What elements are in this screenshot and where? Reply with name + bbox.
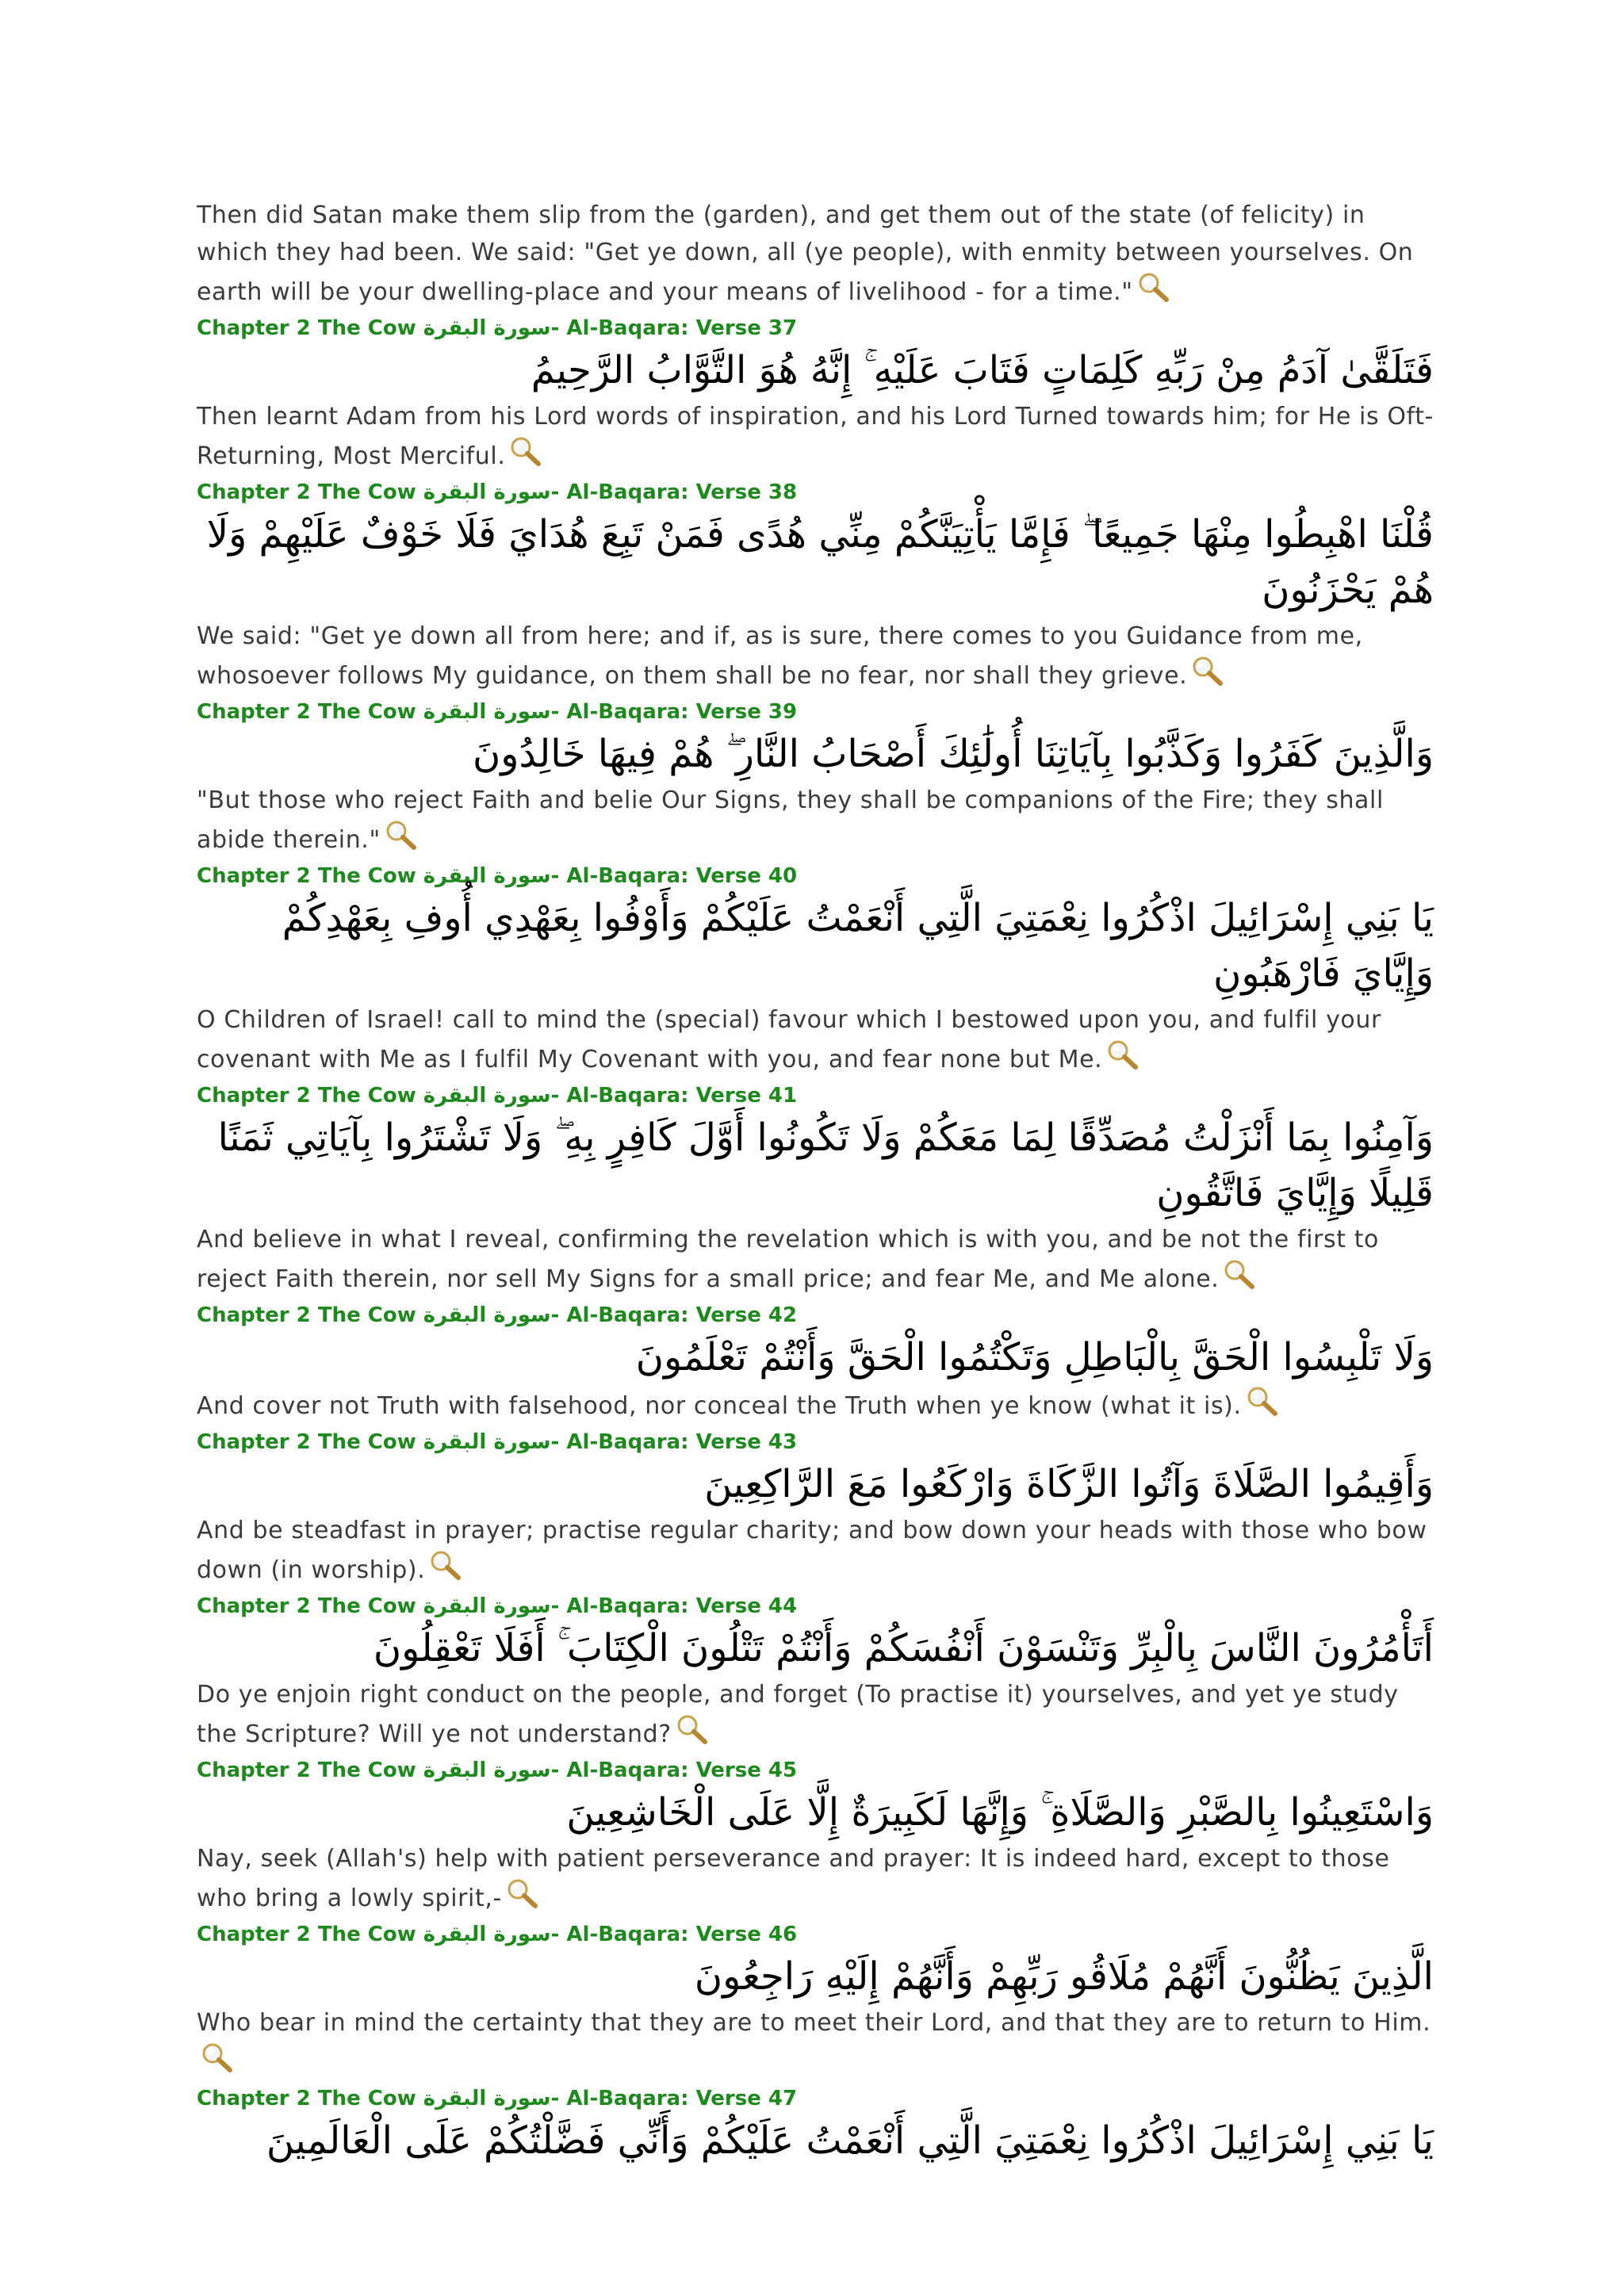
translation-text: And be steadfast in prayer; practise regular charity; and bow down your heads with those who bow down (in worship).	[197, 1517, 1427, 1584]
verse-header	[197, 478, 1434, 507]
verse-header	[197, 2084, 1434, 2113]
verse-block	[197, 1428, 1434, 1589]
magnifier-icon[interactable]	[1190, 655, 1225, 687]
verse-block	[197, 1756, 1434, 1917]
verse-translation	[197, 782, 1434, 859]
chapter-label: Chapter 2 The Cow	[197, 1594, 416, 1618]
surah-arabic-name: سورة البقرة	[423, 1430, 551, 1454]
surah-arabic-name: سورة البقرة	[423, 1303, 551, 1327]
surah-suffix: - Al-Baqara: Verse	[550, 1758, 761, 1782]
chapter-label: Chapter 2 The Cow	[197, 1303, 416, 1327]
translation-text: Nay, seek (Allah's) help with patient perseverance and prayer: It is indeed hard, except to those who bring a lowly spirit,-	[197, 1845, 1390, 1912]
surah-arabic-name: سورة البقرة	[423, 1923, 551, 1946]
translation-text: Do ye enjoin right conduct on the people, and forget (To practise it) yourselves, and yet ye study the Scripture? Will ye not understand?	[197, 1681, 1399, 1748]
arabic-verse: يَا بَنِي إِسْرَائِيلَ اذْكُرُوا نِعْمَتِيَ الَّتِي أَنْعَمْتُ عَلَيْكُمْ وَأَوْفُوا بِعَهْدِي أُوفِ بِعَهْدِكُمْ وَإِيَّايَ فَارْهَبُونِ	[282, 896, 1434, 996]
surah-arabic-name: سورة البقرة	[423, 480, 551, 504]
verse-number: 37	[768, 316, 798, 340]
verse-number: 43	[768, 1430, 798, 1454]
arabic-verse: وَآمِنُوا بِمَا أَنْزَلْتُ مُصَدِّقًا لِمَا مَعَكُمْ وَلَا تَكُونُوا أَوَّلَ كَافِرٍ بِهِ ۖ وَلَا تَشْتَرُوا بِآيَاتِي ثَمَنًا قَلِيلًا وَإِيَّايَ فَاتَّقُونِ	[217, 1115, 1434, 1215]
verse-header	[197, 1428, 1434, 1456]
verse-translation	[197, 1676, 1434, 1753]
magnifier-icon[interactable]	[1245, 1385, 1280, 1417]
chapter-label: Chapter 2 The Cow	[197, 1084, 416, 1108]
surah-arabic-name: سورة البقرة	[423, 1758, 551, 1782]
verse-block	[197, 2084, 1434, 2168]
verse-block	[197, 1920, 1434, 2081]
arabic-verse: الَّذِينَ يَظُنُّونَ أَنَّهُمْ مُلَاقُو رَبِّهِمْ وَأَنَّهُمْ إِلَيْهِ رَاجِعُونَ	[694, 1954, 1434, 1999]
verse-block	[197, 314, 1434, 475]
surah-suffix: - Al-Baqara: Verse	[550, 1923, 761, 1946]
chapter-label: Chapter 2 The Cow	[197, 700, 416, 724]
chapter-label: Chapter 2 The Cow	[197, 864, 416, 888]
verse-header	[197, 314, 1434, 342]
magnifier-icon[interactable]	[200, 2042, 235, 2073]
magnifier-icon[interactable]	[428, 1549, 463, 1581]
surah-suffix: - Al-Baqara: Verse	[550, 1084, 761, 1108]
verse-header	[197, 698, 1434, 726]
intro-translation	[197, 197, 1434, 311]
verse-translation	[197, 2004, 1434, 2081]
magnifier-icon[interactable]	[1222, 1258, 1257, 1290]
arabic-verse: يَا بَنِي إِسْرَائِيلَ اذْكُرُوا نِعْمَتِيَ الَّتِي أَنْعَمْتُ عَلَيْكُمْ وَأَنِّي فَضَّلْتُكُمْ عَلَى الْعَالَمِينَ	[266, 2118, 1434, 2163]
verse-number: 47	[768, 2087, 798, 2110]
verse-block	[197, 862, 1434, 1078]
chapter-label: Chapter 2 The Cow	[197, 1923, 416, 1946]
verse-header	[197, 1756, 1434, 1785]
surah-suffix: - Al-Baqara: Verse	[550, 480, 761, 504]
verse-translation	[197, 1840, 1434, 1917]
surah-suffix: - Al-Baqara: Verse	[550, 316, 761, 340]
verse-translation	[197, 1385, 1434, 1425]
verse-number: 39	[768, 700, 798, 724]
arabic-verse: وَأَقِيمُوا الصَّلَاةَ وَآتُوا الزَّكَاةَ وَارْكَعُوا مَعَ الرَّاكِعِينَ	[704, 1462, 1434, 1506]
chapter-label: Chapter 2 The Cow	[197, 480, 416, 504]
verse-block	[197, 1592, 1434, 1753]
translation-text: Then learnt Adam from his Lord words of inspiration, and his Lord Turned towards him; for He is Oft-Returning, Most Merciful.	[197, 403, 1434, 470]
verse-number: 41	[768, 1084, 798, 1108]
surah-suffix: - Al-Baqara: Verse	[550, 2087, 761, 2110]
magnifier-icon[interactable]	[1136, 271, 1171, 303]
surah-suffix: - Al-Baqara: Verse	[550, 1430, 761, 1454]
surah-arabic-name: سورة البقرة	[423, 864, 551, 888]
surah-suffix: - Al-Baqara: Verse	[550, 864, 761, 888]
magnifier-icon[interactable]	[384, 819, 419, 851]
verse-translation	[197, 618, 1434, 695]
verse-list	[197, 314, 1434, 2168]
translation-text: We said: "Get ye down all from here; and if, as is sure, there comes to you Guidance from me, whosoever follows My guidance, on them shall be no fear, nor shall they grieve.	[197, 622, 1363, 690]
verse-block	[197, 478, 1434, 695]
chapter-label: Chapter 2 The Cow	[197, 316, 416, 340]
verse-header	[197, 1301, 1434, 1330]
intro-text: Then did Satan make them slip from the (garden), and get them out of the state (of felicity) in which they had been. We said: "Get ye down, all (ye people), with enmity between yourselves. On earth will be your dwelling-place and your means of livelihood - for a time."	[197, 201, 1414, 306]
verse-block	[197, 698, 1434, 859]
verse-number: 46	[768, 1923, 798, 1946]
arabic-verse: وَاسْتَعِينُوا بِالصَّبْرِ وَالصَّلَاةِ ۚ وَإِنَّهَا لَكَبِيرَةٌ إِلَّا عَلَى الْخَاشِعِينَ	[566, 1790, 1434, 1835]
translation-text: And believe in what I reveal, confirming the revelation which is with you, and be not the first to reject Faith therein, nor sell My Signs for a small price; and fear Me, and Me alone.	[197, 1226, 1380, 1293]
verse-number: 45	[768, 1758, 798, 1782]
arabic-verse: وَلَا تَلْبِسُوا الْحَقَّ بِالْبَاطِلِ وَتَكْتُمُوا الْحَقَّ وَأَنْتُمْ تَعْلَمُونَ	[635, 1335, 1434, 1380]
arabic-verse: وَالَّذِينَ كَفَرُوا وَكَذَّبُوا بِآيَاتِنَا أُولَٰئِكَ أَصْحَابُ النَّارِ ۖ هُمْ فِيهَا خَالِدُونَ	[472, 732, 1434, 776]
verse-number: 42	[768, 1303, 798, 1327]
magnifier-icon[interactable]	[675, 1713, 710, 1745]
surah-suffix: - Al-Baqara: Verse	[550, 700, 761, 724]
magnifier-icon[interactable]	[1105, 1039, 1140, 1070]
verse-number: 44	[768, 1594, 798, 1618]
verse-translation	[197, 1512, 1434, 1589]
verse-block	[197, 1301, 1434, 1425]
surah-arabic-name: سورة البقرة	[423, 1084, 551, 1108]
verse-translation	[197, 1001, 1434, 1078]
verse-header	[197, 1592, 1434, 1621]
arabic-verse: أَتَأْمُرُونَ النَّاسَ بِالْبِرِّ وَتَنْسَوْنَ أَنْفُسَكُمْ وَأَنْتُمْ تَتْلُونَ الْكِتَابَ ۚ أَفَلَا تَعْقِلُونَ	[373, 1626, 1434, 1670]
translation-text: O Children of Israel! call to mind the (special) favour which I bestowed upon you, and fulfil your covenant with Me as I fulfil My Covenant with you, and fear none but Me.	[197, 1006, 1381, 1073]
surah-arabic-name: سورة البقرة	[423, 700, 551, 724]
verse-header	[197, 1920, 1434, 1949]
verse-header	[197, 862, 1434, 890]
chapter-label: Chapter 2 The Cow	[197, 1430, 416, 1454]
verse-number: 40	[768, 864, 798, 888]
verse-block	[197, 1081, 1434, 1298]
surah-arabic-name: سورة البقرة	[423, 1594, 551, 1618]
magnifier-icon[interactable]	[508, 435, 543, 467]
document-page	[197, 197, 1434, 2168]
translation-text: Who bear in mind the certainty that they are to meet their Lord, and that they are to return to Him.	[197, 2009, 1431, 2037]
chapter-label: Chapter 2 The Cow	[197, 2087, 416, 2110]
surah-suffix: - Al-Baqara: Verse	[550, 1303, 761, 1327]
chapter-label: Chapter 2 The Cow	[197, 1758, 416, 1782]
verse-translation	[197, 398, 1434, 475]
arabic-verse: فَتَلَقَّىٰ آدَمُ مِنْ رَبِّهِ كَلِمَاتٍ فَتَابَ عَلَيْهِ ۚ إِنَّهُ هُوَ التَّوَّابُ الرَّحِيمُ	[530, 348, 1434, 392]
surah-suffix: - Al-Baqara: Verse	[550, 1594, 761, 1618]
magnifier-icon[interactable]	[505, 1877, 540, 1909]
surah-arabic-name: سورة البقرة	[423, 2087, 551, 2110]
verse-translation	[197, 1221, 1434, 1298]
translation-text: "But those who reject Faith and belie Our Signs, they shall be companions of the Fire; they shall abide therein."	[197, 786, 1384, 854]
verse-header	[197, 1081, 1434, 1110]
surah-arabic-name: سورة البقرة	[423, 316, 551, 340]
arabic-verse: قُلْنَا اهْبِطُوا مِنْهَا جَمِيعًا ۖ فَإِمَّا يَأْتِيَنَّكُمْ مِنِّي هُدًى فَمَنْ تَبِعَ هُدَايَ فَلَا خَوْفٌ عَلَيْهِمْ وَلَا هُمْ يَحْزَنُونَ	[206, 512, 1434, 612]
translation-text: And cover not Truth with falsehood, nor conceal the Truth when ye know (what it is).	[197, 1392, 1242, 1420]
verse-number: 38	[768, 480, 798, 504]
